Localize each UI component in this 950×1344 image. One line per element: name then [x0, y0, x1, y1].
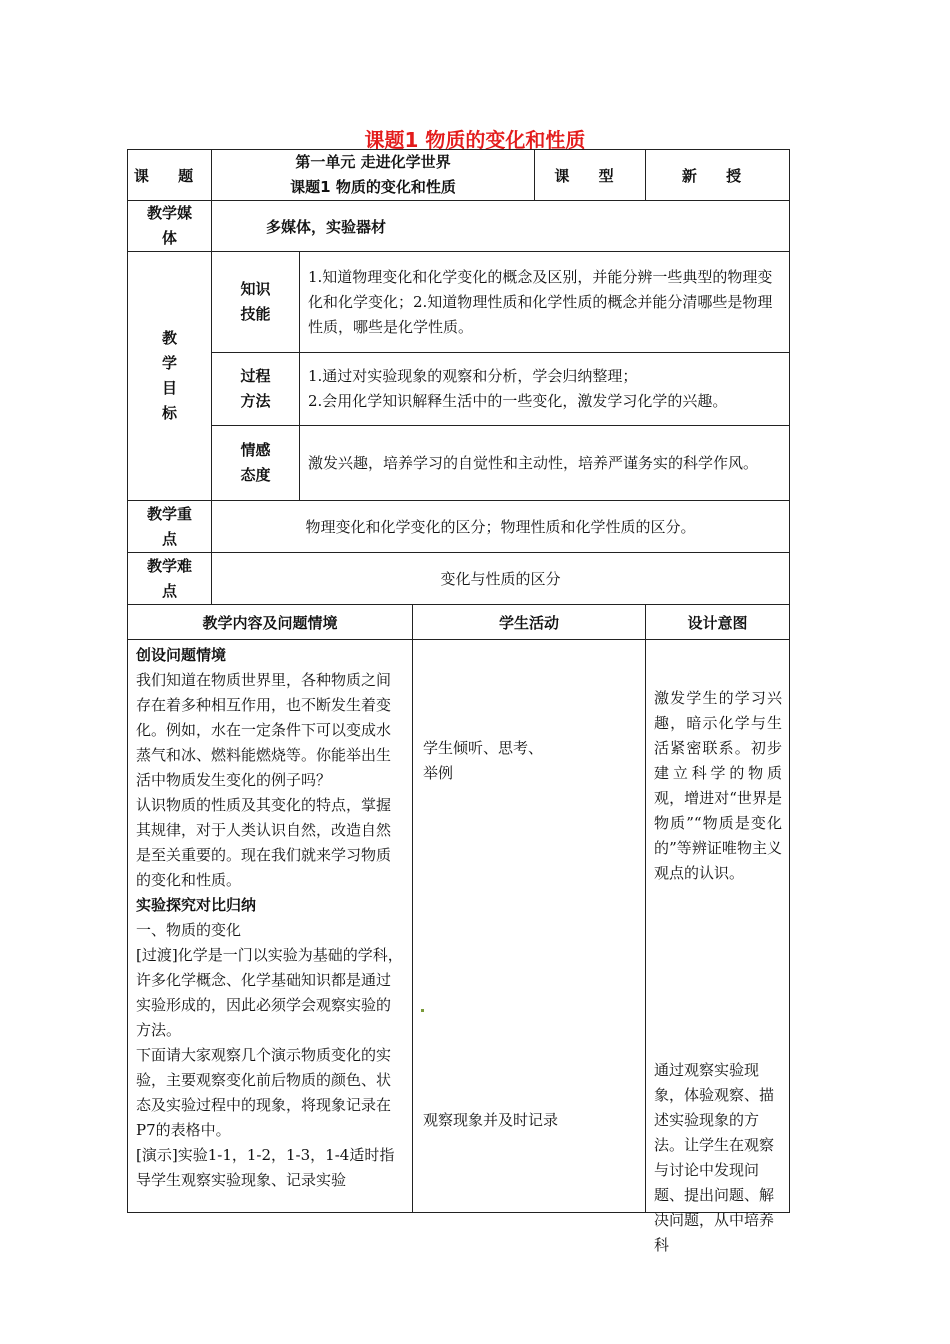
difficulty-label: 教学难点: [128, 553, 212, 605]
topic-value: [212, 150, 535, 201]
process-line2: 2.会用化学知识解释生活中的一些变化，激发学习化学的兴趣。: [308, 392, 728, 410]
intent-1: 激发学生的学习兴趣，暗示化学与生活紧密联系。初步建立科学的物质观，增进对“世界是物质”“物质是变化的”等辨证唯物主义观点的认识。: [654, 689, 783, 882]
topic-line2: 课题1 物质的变化和性质: [290, 178, 456, 196]
emotion-label: 情感态度: [212, 426, 300, 501]
activity-2: 观察现象并及时记录: [423, 1111, 559, 1129]
document-title: 课题1 物质的变化和性质: [364, 128, 586, 152]
process-label: 过程方法: [212, 353, 300, 426]
lesson-plan-table: [127, 149, 790, 1254]
column-intent: 设计意图: [646, 605, 790, 640]
media-value: 多媒体，实验器材: [212, 201, 790, 252]
media-label: 教学媒体: [128, 201, 212, 252]
key-point-row: [128, 501, 790, 553]
column-header-row: [128, 605, 790, 640]
header-row: [128, 150, 790, 201]
process-line1: 1.通过对实验现象的观察和分析，学会归纳整理；: [308, 367, 638, 385]
type-label: 课 型: [535, 150, 646, 201]
heading-experiment: 实验探究对比归纳: [136, 896, 257, 914]
intent-2: 通过观察实验现象，体验观察、描述实验现象的方法。让学生在观察与讨论中发现问题、提出问题、解决问题，从中培养科: [654, 1061, 775, 1254]
key-point-value: 物理变化和化学变化的区分；物理性质和化学性质的区分。: [212, 501, 790, 553]
content-para2: 认识物质的性质及其变化的特点，掌握其规律，对于人类认识自然，改造自然是至关重要的。现在我们就来学习物质的变化和性质。: [136, 796, 392, 889]
topic-line1: 第一单元 走进化学世界: [295, 153, 451, 171]
knowledge-label: 知识技能: [212, 252, 300, 353]
objectives-label: 教学目标: [128, 252, 212, 501]
stray-dot: [421, 1009, 424, 1012]
type-value: 新 授: [646, 150, 790, 201]
topic-label: 课 题: [128, 150, 212, 201]
heading-create-situation: 创设问题情境: [136, 646, 227, 664]
process-text: [300, 353, 790, 426]
media-row: [128, 201, 790, 252]
objective-emotion-row: [128, 426, 790, 501]
difficulty-row: [128, 553, 790, 605]
body-row: [128, 640, 790, 1213]
key-point-label: 教学重点: [128, 501, 212, 553]
objective-knowledge-row: [128, 252, 790, 353]
knowledge-text: 1.知道物理变化和化学变化的概念及区别，并能分辨一些典型的物理变化和化学变化；2.知道物理性质和化学性质的概念并能分清哪些是物理性质，哪些是化学性质。: [300, 252, 790, 353]
content-para1: 我们知道在物质世界里，各种物质之间存在着多种相互作用，也不断发生着变化。例如，水在一定条件下可以变成水蒸气和冰、燃料能燃烧等。你能举出生活中物质发生变化的例子吗？: [136, 671, 392, 789]
content-cell: [128, 640, 413, 1213]
content-sub1: 一、物质的变化: [136, 921, 242, 939]
emotion-text: 激发兴趣，培养学习的自觉性和主动性，培养严谨务实的科学作风。: [300, 426, 790, 501]
content-para5: [演示]实验1-1，1-2，1-3，1-4适时指导学生观察实验现象、记录实验: [136, 1146, 395, 1189]
intent-cell: [646, 640, 790, 1254]
activity-1: 学生倾听、思考、举例: [423, 739, 544, 782]
activity-cell: [413, 640, 646, 1213]
difficulty-value: 变化与性质的区分: [212, 553, 790, 605]
content-para4: 下面请大家观察几个演示物质变化的实验，主要观察变化前后物质的颜色、状态及实验过程中的现象，将现象记录在P7的表格中。: [136, 1046, 392, 1139]
column-activity: 学生活动: [413, 605, 646, 640]
content-para3: [过渡]化学是一门以实验为基础的学科，许多化学概念、化学基础知识都是通过实验形成的，因此必须学会观察实验的方法。: [136, 946, 403, 1039]
column-content: 教学内容及问题情境: [128, 605, 413, 640]
objective-process-row: [128, 353, 790, 426]
